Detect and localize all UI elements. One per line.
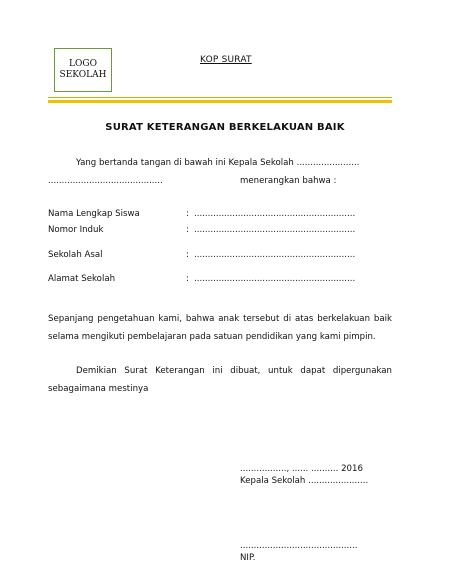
field-label-sekolah-asal: Sekolah Asal	[48, 250, 103, 260]
school-logo-placeholder	[54, 48, 112, 92]
letterhead-divider-thick	[48, 100, 392, 103]
field-label-nomor-induk: Nomor Induk	[48, 225, 104, 235]
intro-line-2-text: menerangkan bahwa :	[240, 176, 337, 186]
intro-line-1: Yang bertanda tangan di bawah ini Kepala Sekolah .......................	[76, 158, 360, 168]
statement-paragraph: Sepanjang pengetahuan kami, bahwa anak tersebut di atas berkelakuan baik selama mengikuti pembelajaran pada satuan pendidikan yang kami pimpin.	[48, 314, 392, 342]
signature-name-line: ...........................................	[240, 541, 358, 551]
signature-role-line: Kepala Sekolah ......................	[240, 476, 369, 486]
field-value-nama: ...........................................................	[194, 209, 356, 219]
intro-line-2-dots: ..........................................	[48, 176, 163, 186]
closing-paragraph: Demikian Surat Keterangan ini dibuat, untuk dapat dipergunakan sebagaimana mestinya	[48, 366, 392, 394]
field-colon-nomor-induk: :	[186, 225, 189, 235]
field-value-nomor-induk: ...........................................................	[194, 225, 356, 235]
field-colon-sekolah-asal: :	[186, 250, 189, 260]
field-colon-nama: :	[186, 209, 189, 219]
field-label-alamat-sekolah: Alamat Sekolah	[48, 274, 116, 284]
field-colon-alamat-sekolah: :	[186, 274, 189, 284]
signature-date-line: ................., ...... .......... 2016	[240, 464, 363, 474]
field-label-nama: Nama Lengkap Siswa	[48, 209, 140, 219]
letterhead-divider-thin	[48, 97, 392, 98]
signature-nip-label: NIP.	[240, 553, 256, 563]
letterhead-label: KOP SURAT	[200, 55, 252, 65]
field-value-sekolah-asal: ...........................................................	[194, 250, 356, 260]
field-value-alamat-sekolah: ...........................................................	[194, 274, 356, 284]
logo-text-line1: LOGO	[69, 59, 97, 69]
logo-text-line2: SEKOLAH	[59, 70, 107, 80]
letter-title: SURAT KETERANGAN BERKELAKUAN BAIK	[105, 122, 345, 133]
